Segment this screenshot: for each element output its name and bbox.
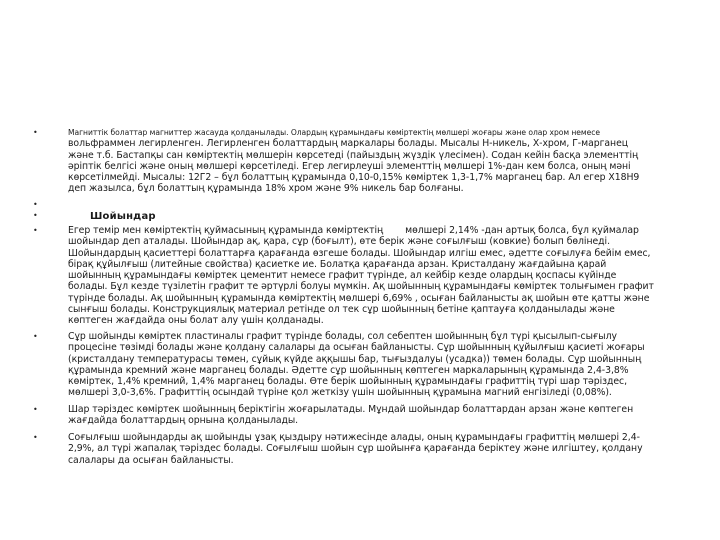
paragraph-line: құрамында кремний және марганец болады. Әдетте сұр шойынның көптеген маркаларының құрамында 2,4-3,8% — [68, 364, 629, 376]
paragraph-line: процесіне төзімді болады және қолдану салалары да осыған байланысты. Сұр шойынның құйылғыш қасиеті жоғары — [68, 342, 645, 354]
paragraph-spheroidal-iron — [68, 404, 704, 427]
paragraph-line: Шар тәріздес көміртек шойынның беріктігін жоғарылатады. Мұндай шойындар болаттардан арзан және көптеген — [68, 404, 634, 415]
paragraph-line: сынғыш болады. Конструкциялық материал ретінде ол тек сұр шойынның бетіне қаптауға қолданылады және — [68, 304, 615, 316]
bullet-6: • — [33, 405, 38, 414]
paragraph-line: 2,9%, ал түрі жапалақ тәріздес болады. Соғылғыш шойын сұр шойынға қарағанда беріктеу және илгіштеу, қолдану — [68, 443, 643, 455]
bullet-3: • — [33, 211, 38, 220]
paragraph-line: шойындар деп аталады. Шойындар ақ, қара, сұр (боғылт), өте берік және соғылғыш (ковкие) болып бөлінеді. — [68, 236, 610, 248]
paragraph-malleable-iron — [68, 432, 704, 466]
paragraph-magnetic-steels — [68, 127, 704, 195]
bullet-7: • — [33, 433, 38, 442]
paragraph-line: көрсетілмейді. Мысалы: 12Г2 – бұл болаттың құрамында 0,10-0,15% көміртек 1,3-1,7% марганец бар. Ал егер Х18Н9 — [68, 172, 640, 184]
bullet-1: • — [33, 128, 38, 137]
paragraph-line: жағдайда болаттардың орнына қолданылады. — [68, 415, 299, 427]
paragraph-line: бірақ құйылғыш (литейные свойства) қасиетке ие. Болатқа қарағанда арзан. Кристалдану жағдайына қарай — [68, 258, 607, 270]
paragraph-line: Сұр шойынды көміртек пластиналы графит түрінде болады, сол себептен шойынның бұл түрі қысылып-сығылу — [68, 331, 617, 342]
paragraph-line: (кристалдану температурасы төмен, сұйық күйде аққышы бар, тығыздалуы (усадка)) төмен болады. Сұр шойынның — [68, 353, 642, 365]
paragraph-line — [68, 225, 704, 236]
paragraph-grey-iron — [68, 331, 704, 399]
paragraph-line-part: мөлшері 2,14% -дан артық болса, бұл қуймалар — [405, 225, 639, 236]
bullet-4: • — [33, 226, 38, 235]
paragraph-line: көміртек, 1,4% кремний, 1,4% марганец болады. Өте берік шойынның құрамындағы графиттің түрі шар тәріздес, — [68, 376, 628, 388]
section-heading: Шойындар — [90, 211, 156, 222]
paragraph-line: шойынның құрамындағы көміртек цементит немесе графит түрінде, ал кейбір кезде олардың қоспасы күйінде — [68, 270, 617, 282]
bullet-5: • — [33, 332, 38, 341]
paragraph-line: салалары да осыған байланысты. — [68, 454, 234, 466]
paragraph-line: және т.б. Бастапқы сан көміртектің мөлшерін көрсетеді (пайыздың жүздік үлесімен). Содан кейін басқа элементтің — [68, 149, 639, 161]
paragraph-line: көптеген жағдайда оны болат алу үшін қолданады. — [68, 315, 324, 327]
paragraph-line: вольфраммен легирленген. Легирленген болаттардың маркалары болады. Мысалы Н-никель, Х-хром, Г-марганец — [68, 138, 629, 150]
paragraph-line: әріптік белгісі және оның мөлшері көрсетіледі. Егер легирлеуші элементтің мөлшері 1%-дан кем болса, оның мәні — [68, 160, 631, 172]
paragraph-line: Магниттік болаттар магниттер жасауда қолданылады. Олардың құрамындағы көміртектің мөлшері жоғары және олар хром немесе — [68, 128, 600, 137]
paragraph-line: болады. Бұл кезде түзілетін графит те әртүрлі болуы мүмкін. Ақ шойынның құрамындағы көміртек толығымен графит — [68, 281, 654, 293]
paragraph-line: Шойындардың қасиеттері болаттарға қарағанда өзгеше болады. Шойындар илгіш емес, әдетте соғылуға бейім емес, — [68, 247, 651, 259]
bullet-2: • — [33, 200, 38, 209]
paragraph-line: мөлшері 3,0-3,6%. Графиттің осындай түріне қол жеткізу үшін шойынның құрамына магний енгізіледі (0,08%). — [68, 387, 612, 399]
paragraph-line: түрінде болады. Ақ шойынның құрамында көміртектің мөлшері 6,69% , осыған байланысты ақ шойын өте қатты және — [68, 292, 650, 304]
paragraph-line-part: Егер темір мен көміртектің қуймасының құрамында көміртектің — [68, 225, 384, 236]
paragraph-line: деп жазылса, бұл болаттың құрамында 18% хром және 9% никель бар болғаны. — [68, 183, 464, 195]
paragraph-cast-irons — [68, 225, 704, 327]
paragraph-line: Соғылғыш шойындарды ақ шойынды ұзақ қыздыру нәтижесінде алады, оның құрамындағы графиттің мөлшері 2,4- — [68, 432, 640, 443]
